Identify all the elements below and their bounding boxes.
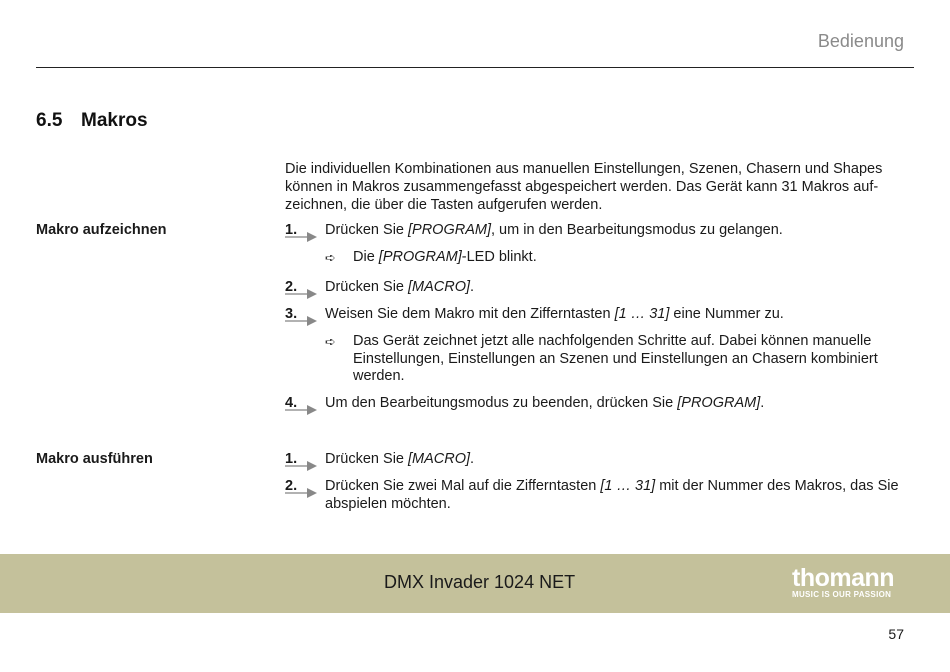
play-step-2 [285,478,915,513]
thomann-logo [792,566,910,600]
result-arrow-icon: ➪ [325,250,336,265]
step-text: Drücken Sie [MACRO]. [325,451,475,467]
step-text: Drücken Sie [MACRO]. [325,279,475,295]
step-arrow-icon [285,405,319,417]
step-number: 4. [285,395,319,415]
footer-product-name: DMX Invader 1024 NET [384,572,576,592]
header-title: Bedienung [817,31,904,51]
step-arrow-icon [285,461,319,473]
result-text: Das Gerät zeichnet jetzt alle nachfolgenden Schritte auf. Dabei können manuelle Einstellungen, Einstellungen an Szenen und Einstellungen an Chasern kombiniert werden. [353,333,878,384]
record-step-2 [285,279,915,297]
step-text: Weisen Sie dem Makro mit den Zifferntasten [1 … 31] eine Nummer zu. [325,306,784,322]
play-label: Makro ausführen [36,451,153,467]
step-number: 2. [285,279,319,299]
step-number: 2. [285,478,319,498]
header-rule [36,67,914,68]
record-step-4 [285,395,915,413]
logo-slogan: MUSIC IS OUR PASSION [792,590,892,599]
record-label: Makro aufzeichnen [36,222,167,238]
step-arrow-icon [285,289,319,301]
result-arrow-icon: ➪ [325,334,336,349]
intro-paragraph: Die individuellen Kombinationen aus manuellen Einstellungen, Szenen, Chasern und Shapes können in Makros zusammengefasst abgespeichert werden. Das Gerät kann 31 Makros aufzeichnen, die über die Tasten aufgerufen werden. [285,161,883,213]
step-arrow-icon [285,232,319,244]
play-step-1 [285,451,915,469]
section-number: 6.5 [36,110,63,131]
section-title: Makros [81,110,148,131]
step-text: Um den Bearbeitungsmodus zu beenden, drücken Sie [PROGRAM]. [325,395,765,411]
step-text: Drücken Sie [PROGRAM], um in den Bearbeitungsmodus zu gelangen. [325,222,783,238]
step-number: 3. [285,306,319,326]
footer-band [0,554,950,613]
step-arrow-icon [285,488,319,500]
step-text: Drücken Sie zwei Mal auf die Zifferntasten [1 … 31] mit der Nummer des Makros, das Sie abspielen möchten. [325,478,899,512]
record-result-1 [325,249,910,267]
logo-wordmark: thomann [792,564,895,592]
record-step-1 [285,222,915,240]
page-number: 57 [888,626,904,642]
section-heading [36,110,148,132]
step-number: 1. [285,451,319,471]
step-arrow-icon [285,316,319,328]
step-number: 1. [285,222,319,242]
record-step-3 [285,306,915,324]
record-result-2 [325,333,910,386]
result-text: Die [PROGRAM]-LED blinkt. [353,249,537,265]
